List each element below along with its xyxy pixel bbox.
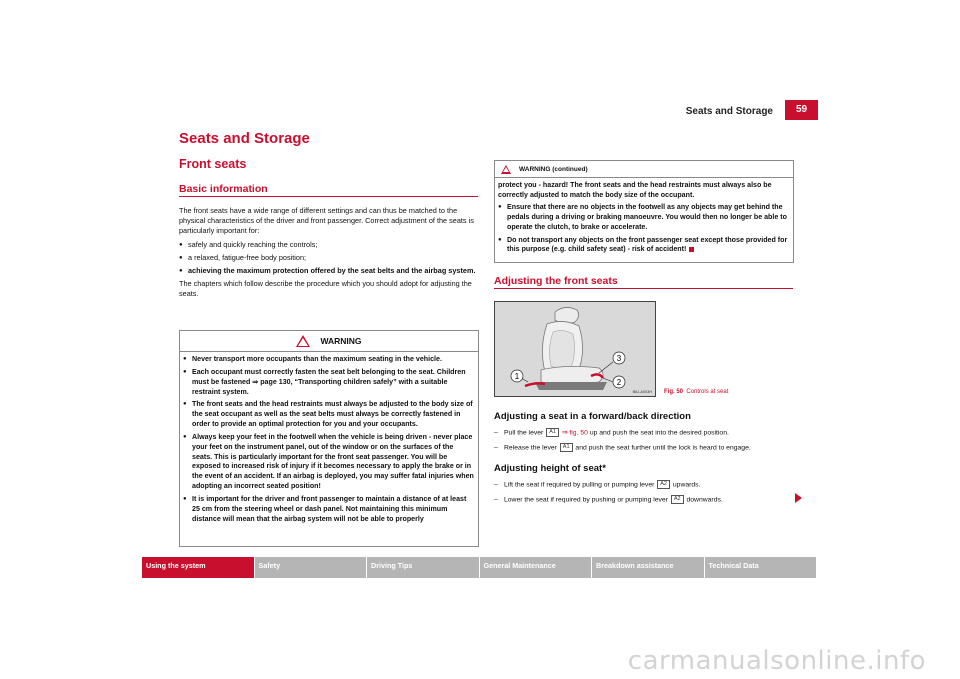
warning-body xyxy=(180,352,478,530)
list-item: – Lower the seat if required by pushing or pumping lever A2 downwards. xyxy=(494,495,794,506)
tab-driving-tips[interactable]: Driving Tips xyxy=(367,557,480,578)
warning-continued-body xyxy=(495,178,793,261)
height-steps xyxy=(494,480,794,509)
outro-paragraph: The chapters which follow describe the procedure which you should adopt for adjusting the seats. xyxy=(179,279,472,299)
callout-2: 2 xyxy=(616,378,622,387)
subsection-rule xyxy=(494,288,793,289)
warning-item: ● Never transport more occupants than the maximum seating in the vehicle. xyxy=(183,355,475,365)
figure-caption: Fig. 50 Controls at seat xyxy=(664,389,729,395)
list-item: ● safely and quickly reaching the controls; xyxy=(179,240,479,250)
tab-using-the-system[interactable]: Using the system xyxy=(142,557,255,578)
warning-continued-lead: protect you - hazard! The front seats and the head restraints must always also be correctly adjusted to match the body size of the occupant. xyxy=(498,181,772,199)
lever-1-badge: A1 xyxy=(560,443,573,452)
watermark: carmanualsonline.info xyxy=(627,646,926,676)
subsection-rule xyxy=(179,196,478,197)
tab-breakdown-assistance[interactable]: Breakdown assistance xyxy=(592,557,705,578)
lever-2-badge: A2 xyxy=(657,480,670,489)
lever-2-badge: A2 xyxy=(671,495,684,504)
list-item: – Pull the lever A1 ⇒ fig. 50 up and push the seat into the desired position. xyxy=(494,428,794,439)
warning-continued-title: WARNING (continued) xyxy=(519,165,588,173)
warning-item: ● The front seats and the head restraints must always be adjusted to the body size of the seat occupant as well as the seat belts must always be correctly fastened in order to provide an optimal protection for you and your occupants. xyxy=(183,400,475,430)
tab-safety[interactable]: Safety xyxy=(255,557,368,578)
callout-1: 1 xyxy=(514,372,520,381)
seat-controls-figure xyxy=(494,301,656,397)
page-number: 59 xyxy=(785,100,818,120)
warning-item: ● It is important for the driver and front passenger to maintain a distance of at least 25 cm from the steering wheel or dash panel. Not maintaining this minimum distance will mean that the airbag system will not be able to properly xyxy=(183,495,475,525)
list-item: – Release the lever A1 and push the seat further until the lock is heard to engage. xyxy=(494,443,794,454)
warning-triangle-icon xyxy=(296,335,310,347)
warning-header xyxy=(180,331,478,352)
warning-box xyxy=(179,330,479,547)
warning-item: ● Ensure that there are no objects in the footwell as any objects may get behind the pedals during a driving or braking manoeuvre. You would then no longer be able to operate the clutch, to brake or accelerate. xyxy=(498,203,790,233)
forward-back-title: Adjusting a seat in a forward/back direction xyxy=(494,411,691,422)
lever-1-badge: A1 xyxy=(546,428,559,437)
list-item: ● achieving the maximum protection offered by the seat belts and the airbag system. xyxy=(179,266,479,276)
end-of-section-icon xyxy=(689,247,694,252)
warning-triangle-icon xyxy=(501,165,511,174)
tab-technical-data[interactable]: Technical Data xyxy=(705,557,818,578)
warning-continued-header xyxy=(495,161,793,178)
figure-link[interactable]: ⇒ fig. 50 xyxy=(561,429,588,437)
chapter-title: Seats and Storage xyxy=(179,130,310,147)
intro-paragraph: The front seats have a wide range of different settings and can thus be matched to the physical characteristics of the driver and front passenger. Correct adjustment of the seats is particularly important for: xyxy=(179,206,474,236)
tab-general-maintenance[interactable]: General Maintenance xyxy=(480,557,593,578)
forward-back-steps xyxy=(494,428,794,457)
warning-title: WARNING xyxy=(320,336,362,346)
list-item: ● a relaxed, fatigue-free body position; xyxy=(179,253,479,263)
subsection-title-adjusting: Adjusting the front seats xyxy=(494,275,618,287)
next-page-arrow-icon[interactable] xyxy=(795,493,802,503)
running-header-title: Seats and Storage xyxy=(685,106,773,117)
seat-illustration xyxy=(495,302,655,396)
chapter-nav xyxy=(142,557,817,578)
subsection-title-basic: Basic information xyxy=(179,183,268,195)
warning-item: ● Do not transport any objects on the front passenger seat except those provided for this purpose (e.g. child safety seat) - risk of accident! xyxy=(498,236,790,256)
warning-continued-box xyxy=(494,160,794,263)
callout-3: 3 xyxy=(616,354,622,363)
list-item: – Lift the seat if required by pulling or pumping lever A2 upwards. xyxy=(494,480,794,491)
figure-code: B6J-A003H xyxy=(632,390,652,394)
section-title: Front seats xyxy=(179,157,247,171)
basic-info-body xyxy=(179,206,479,303)
warning-item: ● Always keep your feet in the footwell when the vehicle is being driven - never place your feet on the instrument panel, out of the window or on the surfaces of the seats. This is particularly important for the front seat passenger. You will be exposed to increased risk of injury if it becomes necessary to apply the brake or in the event of an accident. If an airbag is deployed, you may suffer fatal injuries when adopting an incorrect seated position! xyxy=(183,433,475,492)
warning-item: ● Each occupant must correctly fasten the seat belt belonging to the seat. Children must be fastened ⇒ page 130, “Transporting children safely” with a suitable restraint system. xyxy=(183,368,475,398)
height-title: Adjusting height of seat* xyxy=(494,463,606,474)
